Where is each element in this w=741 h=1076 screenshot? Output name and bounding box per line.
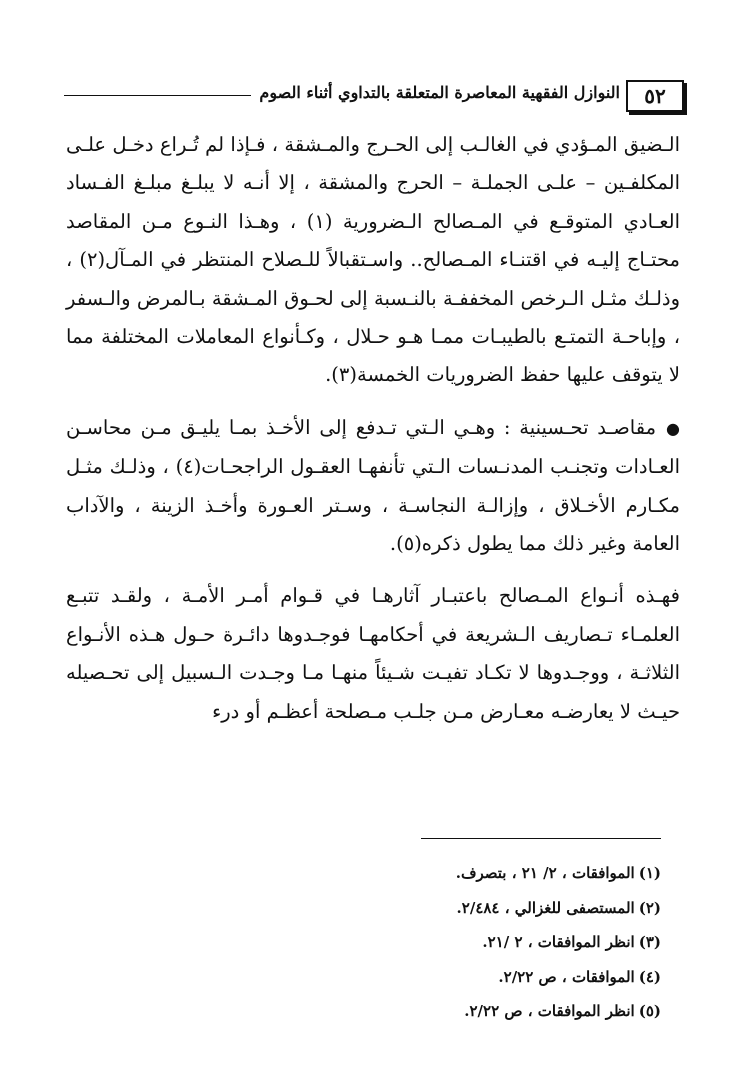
footnotes [261, 856, 661, 1029]
bullet-icon: ● [666, 418, 680, 438]
paragraph-2-text: مقاصـد تحـسينية : وهـي الـتي تـدفع إلى الأخـذ بمـا يليـق مـن محاسـن العـادات وتجنـب المدنـسات الـتي تأنفهـا العقـول الراجحـات(٤) ، وذلـك مثـل مكـارم الأخـلاق ، وإزالـة النجاسـة ، وسـتر العـورة وأخـذ الزينة ، والآداب العامة وغير ذلك مما يطول ذكره(٥). [66, 415, 680, 556]
footnote-text: انظر الموافقات ، ص ٢/٢٢. [464, 1002, 635, 1020]
footnote-2 [261, 891, 661, 926]
footnote-3 [261, 925, 661, 960]
footnote-number: (٥) [638, 1002, 661, 1020]
footnote-rule [421, 838, 661, 839]
footnote-number: (٢) [638, 898, 661, 917]
footnote-1 [261, 856, 661, 891]
paragraph-3: فهـذه أنـواع المـصالح باعتبـار آثارهـا في قـوام أمـر الأمـة ، ولقـد تتبـع العلمـاء تـصاريف الـشريعة في أحكامهـا فوجـدوها دائـرة حـول هـذه الأنـواع الثلاثـة ، ووجـدوها لا تكـاد تفيـت شـيئاً منهـا مـا وجـدت الـسبيل إلى تحـصيله حيـث لا يعارضـه معـارض مـن جلـب مـصلحة أعظـم أو درء [66, 584, 680, 723]
footnote-text: انظر الموافقات ، ٢ /٢١. [482, 933, 635, 951]
footnote-number: (١) [638, 864, 661, 882]
footnote-5 [261, 994, 661, 1029]
footnote-number: (٤) [638, 967, 661, 986]
footnote-number: (٣) [638, 933, 661, 951]
footnote-text: المستصفى للغزالي ، ٢/٤٨٤. [456, 898, 635, 917]
footnote-text: الموافقات ، ص ٢/٢٢. [498, 967, 635, 986]
running-title [251, 83, 620, 102]
footnote-text: الموافقات ، ٢/ ٢١ ، بتصرف. [455, 864, 635, 882]
page-number [626, 80, 684, 112]
page-header [64, 78, 684, 112]
footnote-4 [261, 960, 661, 995]
body-text [66, 126, 680, 731]
page-number-text: ٥٢ [644, 84, 666, 108]
paragraph-1: الـضيق المـؤدي في الغالـب إلى الحـرج والمـشقة ، فـإذا لم تُـراع دخـل علـى المكلفـين – علـى الجملـة – الحرج والمشقة ، إلا أنـه لا يبلـغ مبلـغ الفـساد العـادي المتوقـع في المـصالح الـضرورية (١) ، وهـذا النـوع مـن المقاصد محتـاج إليـه في اقتنـاء المـصالح.. واسـتقبالاً للـصلاح المنتظر في المـآل(٢) ، وذلـك مثـل الـرخص المخففـة بالنـسبة إلى لحـوق المـشقة بـالمرض والـسفر ، وإباحـة التمتـع بالطيبـات ممـا هـو حـلال ، وكـأنواع المعاملات المختلفة مما لا يتوقف عليها حفظ الضروريات الخمسة(٣). [66, 133, 681, 387]
running-title-text: النوازل الفقهية المعاصرة المتعلقة بالتداوي أثناء الصوم [251, 83, 620, 102]
paragraph-2-bullet [66, 409, 680, 564]
